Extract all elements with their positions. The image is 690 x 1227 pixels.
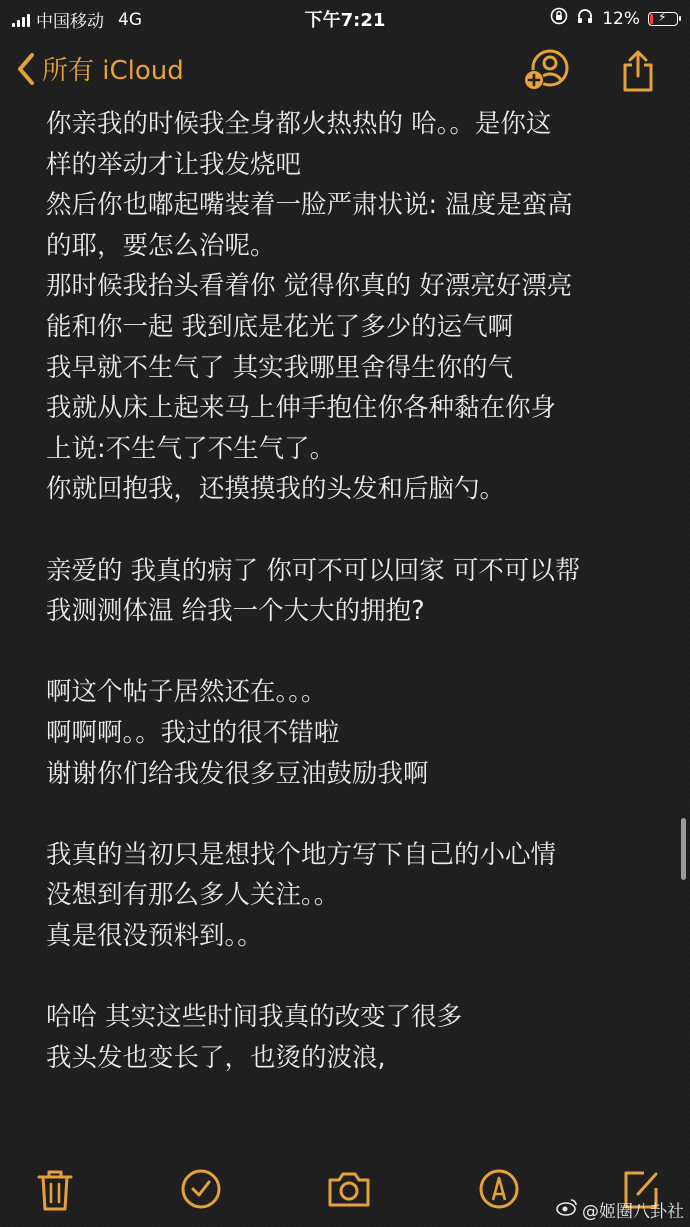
note-line: 样的举动才让我发烧吧 (46, 149, 302, 180)
add-person-icon[interactable] (522, 48, 572, 98)
camera-icon[interactable] (326, 1168, 372, 1214)
nav-bar (0, 44, 690, 100)
note-line: 然后你也嘟起嘴装着一脸严肃状说: 温度是蛮高 (46, 190, 573, 221)
status-bar (0, 0, 690, 36)
scroll-indicator[interactable] (681, 818, 686, 880)
note-line: 哈哈 其实这些时间我真的改变了很多 (46, 1002, 463, 1033)
network-label: 4G (118, 9, 142, 30)
note-line: 我早就不生气了 其实我哪里舍得生你的气 (46, 352, 514, 383)
note-line: 没想到有那么多人关注。。 (46, 880, 340, 911)
trash-icon[interactable] (36, 1168, 74, 1216)
note-line: 我测测体温 给我一个大大的拥抱? (46, 596, 425, 627)
note-line: 能和你一起 我到底是花光了多少的运气啊 (46, 311, 514, 342)
checklist-icon[interactable] (180, 1168, 222, 1214)
battery-icon (648, 9, 678, 26)
note-line: 上说:不生气了不生气了。 (46, 433, 336, 464)
back-button[interactable] (16, 50, 184, 87)
blank-line (46, 510, 652, 551)
charging-bolt-icon: ⚡ (658, 9, 667, 24)
headphones-icon (576, 7, 594, 30)
share-icon[interactable] (620, 49, 656, 97)
note-line: 啊这个帖子居然还在。。。 (46, 677, 327, 708)
note-body[interactable] (46, 104, 652, 1078)
battery-percent: 12% (602, 8, 640, 29)
note-line: 我真的当初只是想找个地方写下自己的小心情 (46, 839, 557, 870)
note-line: 的耶，要怎么治呢。 (46, 230, 276, 261)
watermark (556, 1197, 684, 1222)
note-line: 你亲我的时候我全身都火热热的 哈。。是你这 (46, 109, 552, 139)
status-time: 下午7:21 (304, 10, 386, 31)
note-line: 亲爱的 我真的病了 你可不可以回家 可不可以帮 (46, 555, 581, 586)
carrier-label: 中国移动 (36, 12, 104, 32)
orientation-lock-icon (550, 7, 568, 30)
nav-actions (522, 48, 656, 98)
watermark-text: @姬圈八卦社 (582, 1202, 684, 1222)
blank-line (46, 794, 652, 835)
note-line: 谢谢你们给我发很多豆油鼓励我啊 (46, 758, 429, 789)
markup-icon[interactable] (478, 1168, 520, 1214)
note-line: 我就从床上起来马上伸手抱住你各种黏在你身 (46, 393, 557, 424)
weibo-logo-icon (556, 1198, 578, 1221)
chevron-left-icon (16, 52, 36, 86)
battery-fill (650, 14, 653, 24)
note-line: 真是很没预料到。。 (46, 920, 263, 951)
note-line: 你就回抱我，还摸摸我的头发和后脑勺。 (46, 474, 506, 505)
blank-line (46, 956, 652, 997)
note-line: 啊啊啊。。我过的很不错啦 (46, 717, 340, 748)
blank-line (46, 632, 652, 673)
status-right (550, 7, 678, 30)
note-line: 我头发也变长了，也烫的波浪, (46, 1042, 386, 1073)
back-label: 所有 iCloud (42, 56, 184, 86)
note-line: 那时候我抬头看着你 觉得你真的 好漂亮好漂亮 (46, 271, 573, 302)
